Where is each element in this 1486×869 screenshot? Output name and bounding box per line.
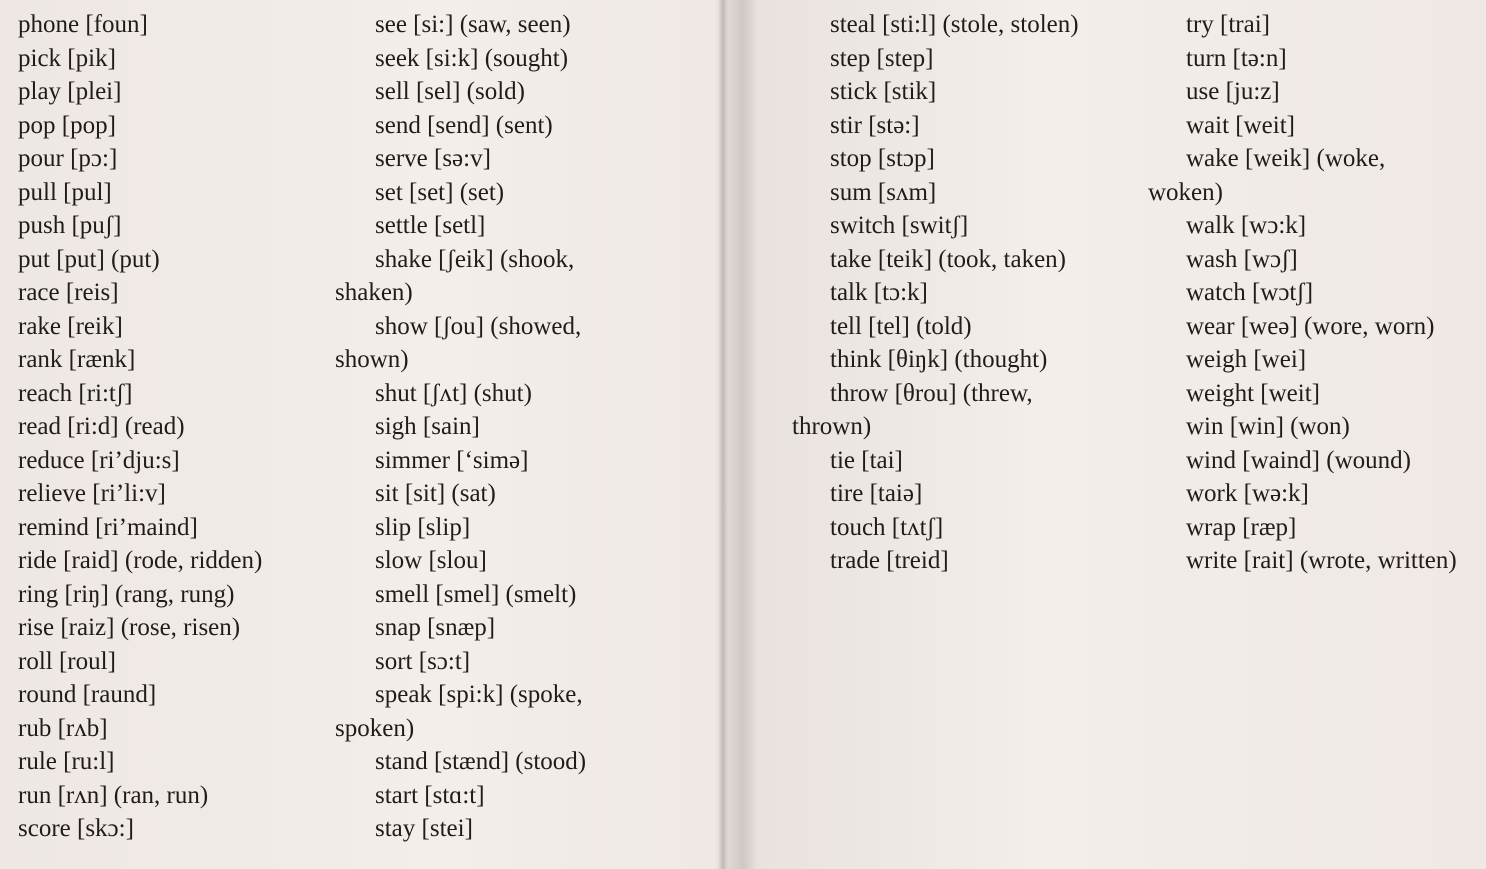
glossary-entry: ring [riŋ] (rang, rung) xyxy=(18,580,235,608)
glossary-entry: wash [wɔʃ] xyxy=(1186,245,1298,273)
glossary-entry: use [ju:z] xyxy=(1186,78,1280,105)
glossary-entry: serve [sə:v] xyxy=(375,145,491,172)
glossary-entry: put [put] (put) xyxy=(18,245,160,273)
glossary-entry: remind [ri’maind] xyxy=(18,513,198,541)
glossary-entry: wait [weit] xyxy=(1186,111,1295,139)
glossary-entry: wrap [ræp] xyxy=(1186,513,1297,541)
glossary-entry: pick [pik] xyxy=(18,44,116,72)
right-page-column-4 xyxy=(1148,8,1457,578)
glossary-entry: shut [ʃʌt] (shut) xyxy=(375,379,532,407)
glossary-entry: work [wə:k] xyxy=(1186,480,1309,507)
glossary-entry: wear [weə] (wore, worn) xyxy=(1186,312,1435,340)
right-page-column-3 xyxy=(792,8,1079,578)
glossary-entry: rub [rʌb] xyxy=(18,714,108,742)
glossary-entry: shake [ʃeik] (shook, xyxy=(375,245,575,273)
glossary-entry: slow [slou] xyxy=(375,547,487,574)
glossary-entry: talk [tɔ:k] xyxy=(830,279,928,306)
glossary-entry: trade [treid] xyxy=(830,547,949,574)
book-gutter xyxy=(718,0,728,869)
glossary-entry: rank [rænk] xyxy=(18,346,136,373)
glossary-entry: round [raund] xyxy=(18,681,157,708)
glossary-entry: turn [tə:n] xyxy=(1186,44,1287,72)
glossary-entry: wind [waind] (wound) xyxy=(1186,446,1411,474)
glossary-entry: pull [pul] xyxy=(18,178,112,206)
glossary-entry-continuation: woken) xyxy=(1148,178,1223,206)
glossary-entry: sort [sɔ:t] xyxy=(375,647,471,675)
glossary-entry: relieve [ri’li:v] xyxy=(18,480,166,507)
glossary-entry: settle [setl] xyxy=(375,212,486,239)
glossary-entry: tie [tai] xyxy=(830,446,903,474)
glossary-entry: sit [sit] (sat) xyxy=(375,480,496,507)
glossary-entry: race [reis] xyxy=(18,279,119,306)
glossary-entry: try [trai] xyxy=(1186,11,1270,38)
glossary-entry: switch [switʃ] xyxy=(830,212,969,239)
glossary-entry: steal [sti:l] (stole, stolen) xyxy=(830,11,1079,38)
glossary-entry: take [teik] (took, taken) xyxy=(830,245,1067,273)
glossary-entry: weight [weit] xyxy=(1186,379,1320,407)
glossary-entry: see [si:] (saw, seen) xyxy=(375,11,571,38)
glossary-entry: throw [θrou] (threw, xyxy=(830,379,1033,407)
glossary-entry: tell [tel] (told) xyxy=(830,312,972,340)
glossary-entry: step [step] xyxy=(830,44,934,72)
glossary-entry: touch [tʌtʃ] xyxy=(830,513,944,541)
glossary-entry: stop [stɔp] xyxy=(830,145,935,172)
glossary-entry: seek [si:k] (sought) xyxy=(375,44,569,72)
glossary-entry: tire [taiə] xyxy=(830,480,923,507)
glossary-entry: speak [spi:k] (spoke, xyxy=(375,681,583,708)
glossary-entry: think [θiŋk] (thought) xyxy=(830,346,1048,373)
glossary-entry-continuation: shaken) xyxy=(335,279,413,306)
glossary-entry: start [stɑ:t] xyxy=(375,781,485,809)
glossary-entry-continuation: shown) xyxy=(335,346,409,373)
glossary-entry: walk [wɔ:k] xyxy=(1186,212,1307,239)
glossary-entry: pour [pɔ:] xyxy=(18,145,118,172)
glossary-entry: run [rʌn] (ran, run) xyxy=(18,781,209,809)
glossary-entry: stand [stænd] (stood) xyxy=(375,748,587,775)
glossary-entry: write [rait] (wrote, written) xyxy=(1186,547,1457,574)
glossary-entry: rise [raiz] (rose, risen) xyxy=(18,614,241,641)
glossary-entry: smell [smel] (smelt) xyxy=(375,580,577,608)
glossary-entry: sigh [sain] xyxy=(375,413,480,440)
glossary-entry: simmer [‘simə] xyxy=(375,446,529,474)
glossary-entry: slip [slip] xyxy=(375,513,471,541)
glossary-entry: stick [stik] xyxy=(830,78,937,105)
glossary-entry: stay [stei] xyxy=(375,815,473,842)
glossary-entry: show [ʃou] (showed, xyxy=(375,312,582,340)
glossary-entry: score [skɔ:] xyxy=(18,815,134,842)
glossary-entry: push [puʃ] xyxy=(18,212,122,239)
glossary-entry: roll [roul] xyxy=(18,647,116,675)
glossary-entry: stir [stə:] xyxy=(830,111,920,139)
glossary-entry: send [send] (sent) xyxy=(375,111,553,139)
glossary-entry: reach [ri:tʃ] xyxy=(18,379,133,407)
glossary-entry: set [set] (set) xyxy=(375,178,505,206)
glossary-entry: win [win] (won) xyxy=(1186,413,1350,440)
glossary-entry: play [plei] xyxy=(18,78,122,105)
glossary-entry: weigh [wei] xyxy=(1186,346,1307,373)
glossary-entry: watch [wɔtʃ] xyxy=(1186,279,1314,306)
glossary-entry: sum [sʌm] xyxy=(830,178,937,206)
glossary-entry-continuation: thrown) xyxy=(792,413,872,440)
glossary-entry: rake [reik] xyxy=(18,312,123,340)
glossary-entry: sell [sel] (sold) xyxy=(375,78,525,105)
glossary-entry: wake [weik] (woke, xyxy=(1186,145,1386,172)
glossary-entry-continuation: spoken) xyxy=(335,714,415,742)
glossary-entry: snap [snæp] xyxy=(375,614,496,641)
glossary-entry: rule [ru:l] xyxy=(18,748,115,775)
left-page-column-1 xyxy=(18,8,262,846)
glossary-entry: read [ri:d] (read) xyxy=(18,413,185,440)
glossary-entry: ride [raid] (rode, ridden) xyxy=(18,547,263,574)
glossary-entry: phone [foun] xyxy=(18,11,148,38)
glossary-entry: pop [pop] xyxy=(18,111,116,139)
left-page-column-2 xyxy=(335,8,586,846)
glossary-entry: reduce [ri’dju:s] xyxy=(18,446,180,474)
